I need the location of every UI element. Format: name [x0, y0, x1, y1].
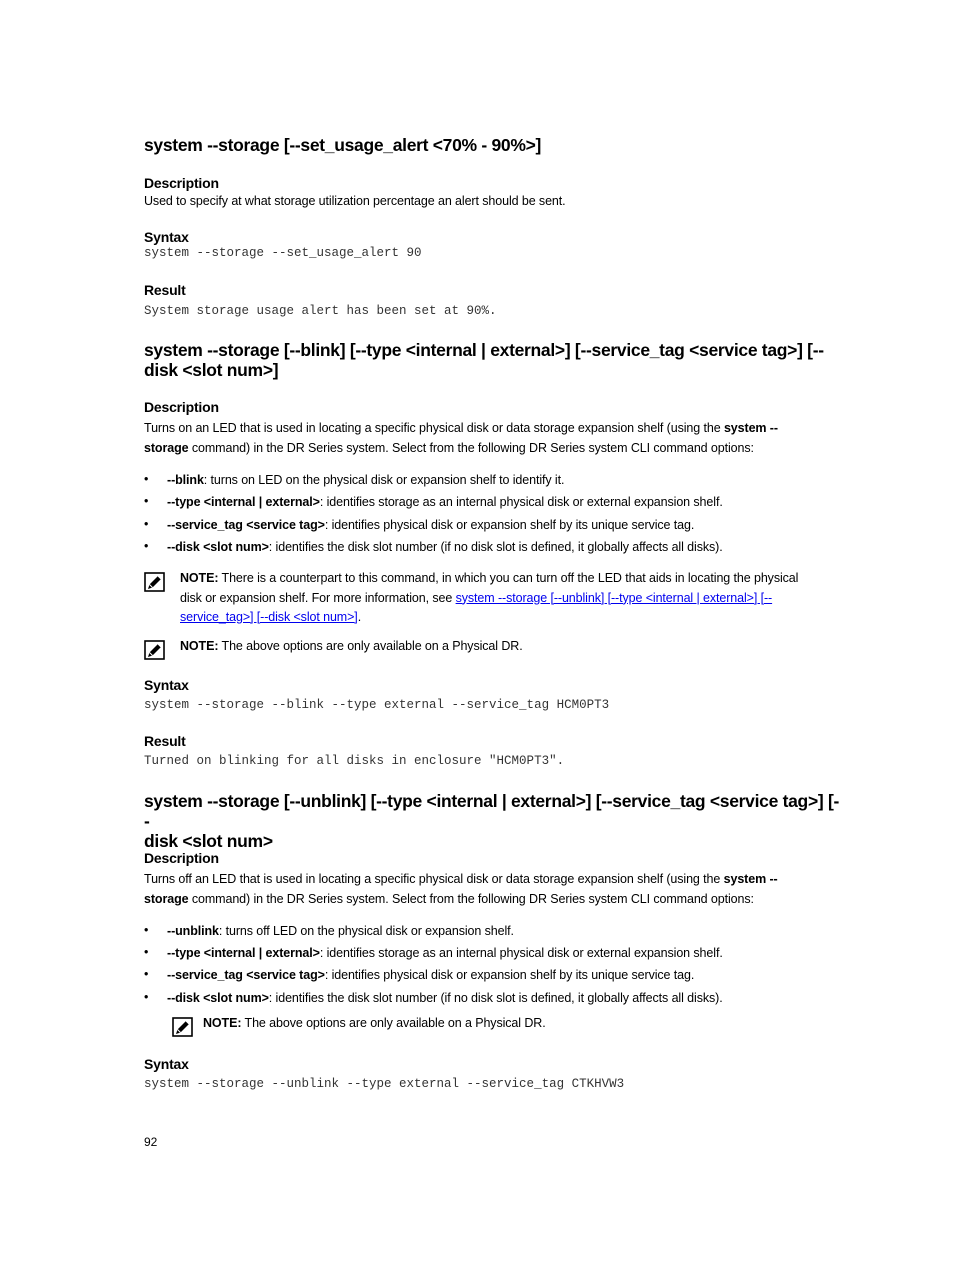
result-label: Result [144, 733, 186, 749]
bullet-dot: • [144, 923, 149, 937]
section-heading-set-usage-alert: system --storage [--set_usage_alert <70% - 90%>] [144, 135, 542, 155]
result-code: Turned on blinking for all disks in enclosure "HCM0PT3". [144, 754, 565, 768]
option-term: --disk <slot num> [167, 540, 269, 554]
bullet-dot: • [144, 990, 149, 1004]
syntax-label: Syntax [144, 229, 189, 245]
list-item [167, 517, 847, 533]
heading-line-1: system --storage [--unblink] [--type <internal | external>] [--service_tag <service tag>] [-- [144, 791, 840, 831]
option-term: --type <internal | external> [167, 495, 320, 509]
list-item [167, 472, 847, 488]
note-text-a: There is a counterpart to this command, in which you can turn off the LED that aids in locating the physical [218, 571, 799, 585]
option-term: --disk <slot num> [167, 991, 269, 1005]
list-item [167, 494, 847, 510]
syntax-label: Syntax [144, 1056, 189, 1072]
description-label: Description [144, 399, 219, 415]
note-label: NOTE: [180, 639, 219, 653]
description-text [144, 870, 824, 909]
list-item [167, 990, 847, 1006]
syntax-label: Syntax [144, 677, 189, 693]
description-text: Used to specify at what storage utilization percentage an alert should be sent. [144, 194, 566, 208]
note-text: The above options are only available on a Physical DR. [241, 1016, 546, 1030]
heading-line-2: disk <slot num> [144, 831, 273, 851]
note-icon [144, 572, 165, 592]
syntax-code: system --storage --blink --type external --service_tag HCM0PT3 [144, 698, 610, 712]
bullet-dot: • [144, 517, 149, 531]
note-text: The above options are only available on a Physical DR. [218, 639, 523, 653]
option-term: --type <internal | external> [167, 946, 320, 960]
note-physical-dr [203, 1014, 546, 1034]
list-item [167, 539, 847, 555]
syntax-code: system --storage --set_usage_alert 90 [144, 246, 422, 260]
description-text [144, 419, 824, 458]
note-icon [172, 1017, 193, 1037]
link-text-a[interactable]: system --storage [--unblink] [--type <internal | external>] [-- [455, 590, 773, 605]
bullet-dot: • [144, 967, 149, 981]
note-end: . [357, 610, 362, 624]
option-term: --unblink [167, 924, 219, 938]
heading-line-1: system --storage [--blink] [--type <internal | external>] [--service_tag <service tag>] [-- [144, 340, 824, 360]
list-item [167, 923, 847, 939]
note-text-b: disk or expansion shelf. For more information, see [180, 590, 456, 605]
list-item [167, 945, 847, 961]
option-desc: : identifies the disk slot number (if no disk slot is defined, it globally affects all disks). [268, 991, 723, 1005]
description-label: Description [144, 175, 219, 191]
note-label: NOTE: [180, 571, 219, 585]
option-term: --blink [167, 473, 204, 487]
section-heading-blink [144, 340, 844, 380]
description-text-post: command) in the DR Series system. Select from the following DR Series system CLI command options: [188, 440, 754, 455]
result-code: System storage usage alert has been set at 90%. [144, 304, 497, 318]
syntax-code: system --storage --unblink --type external --service_tag CTKHVW3 [144, 1077, 625, 1091]
option-term: --service_tag <service tag> [167, 518, 325, 532]
note-counterpart [180, 569, 840, 628]
description-text-pre: Turns on an LED that is used in locating a specific physical disk or data storage expansion shelf (using the [144, 421, 724, 435]
list-item [167, 967, 847, 983]
command-ref: system -- [723, 421, 778, 435]
bullet-dot: • [144, 539, 149, 553]
result-label: Result [144, 282, 186, 298]
heading-line-2: disk <slot num>] [144, 360, 279, 380]
option-desc: : identifies storage as an internal physical disk or external expansion shelf. [319, 946, 723, 960]
option-term: --service_tag <service tag> [167, 968, 325, 982]
note-icon [144, 640, 165, 660]
link-text-b[interactable]: service_tag>] [--disk <slot num>] [180, 610, 358, 624]
description-text-post: command) in the DR Series system. Select from the following DR Series system CLI command options: [188, 891, 754, 906]
option-desc: : turns off LED on the physical disk or expansion shelf. [218, 924, 514, 938]
command-ref: storage [144, 440, 189, 455]
option-desc: : identifies storage as an internal physical disk or external expansion shelf. [319, 495, 723, 509]
bullet-dot: • [144, 494, 149, 508]
description-text-pre: Turns off an LED that is used in locating a specific physical disk or data storage expansion shelf (using the [144, 872, 724, 886]
note-physical-dr [180, 637, 523, 657]
page-number: 92 [144, 1135, 158, 1149]
note-label: NOTE: [203, 1016, 242, 1030]
option-desc: : identifies physical disk or expansion shelf by its unique service tag. [324, 968, 695, 982]
section-heading-unblink [144, 791, 844, 851]
option-desc: : identifies the disk slot number (if no disk slot is defined, it globally affects all disks). [268, 540, 723, 554]
command-ref: system -- [723, 872, 778, 886]
bullet-dot: • [144, 472, 149, 486]
command-ref: storage [144, 891, 189, 906]
bullet-dot: • [144, 945, 149, 959]
option-desc: : identifies physical disk or expansion shelf by its unique service tag. [324, 518, 695, 532]
description-label: Description [144, 850, 219, 866]
option-desc: : turns on LED on the physical disk or expansion shelf to identify it. [203, 473, 565, 487]
